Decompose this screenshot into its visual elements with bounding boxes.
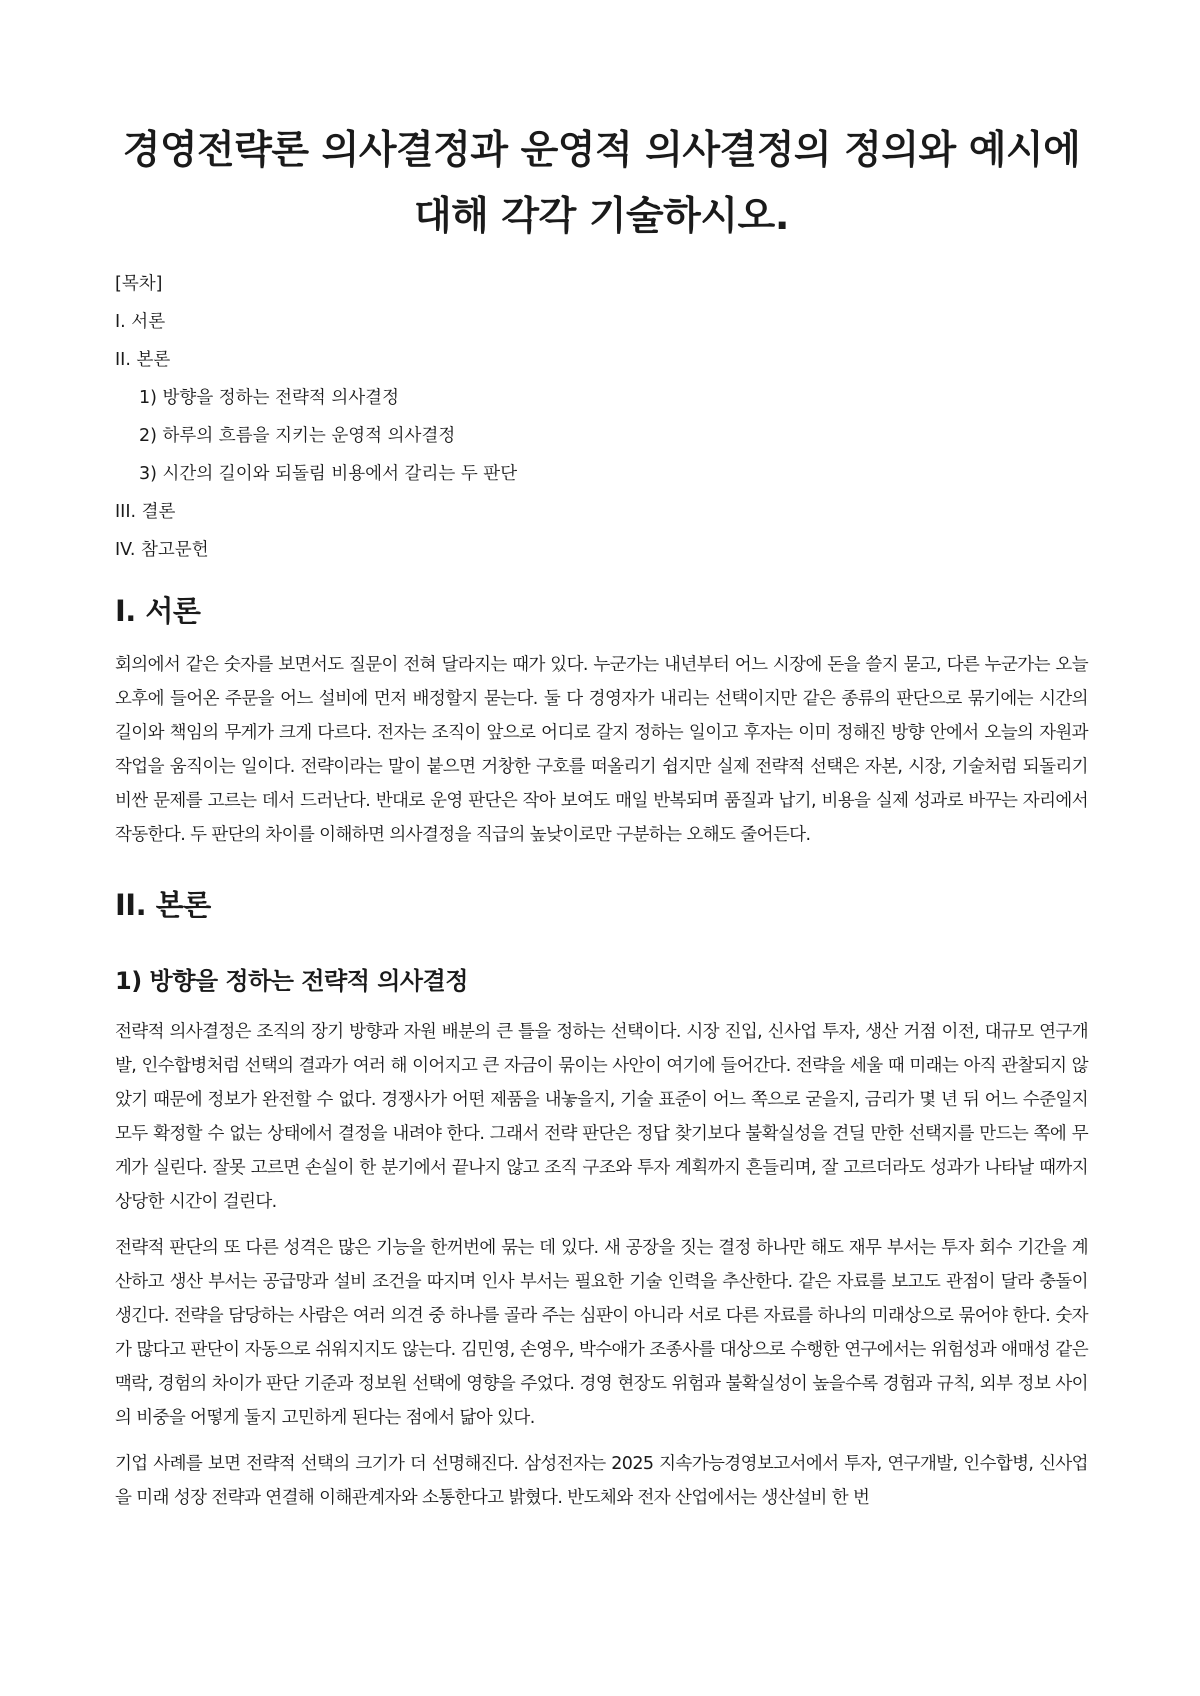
intro-heading: I. 서론	[115, 594, 201, 628]
toc-heading: [목차]	[115, 274, 163, 294]
body-paragraph: 전략적 판단의 또 다른 성격은 많은 기능을 한꺼번에 묶는 데 있다. 새 공장을 짓는 결정 하나만 해도 재무 부서는 투자 회수 기간을 계산하고 생산 부서는 공급망과 설비 조건을 따지며 인사 부서는 필요한 기술 인력을 추산한다. 같은 자료를 보고도 관점이 달라 충돌이 생긴다. 전략을 담당하는 사람은 여러 의견 중 하나를 골라 주는 심판이 아니라 서로 다른 자료를 하나의 미래상으로 묶어야 한다. 숫자가 많다고 판단이 자동으로 쉬워지지도 않는다. 김민영, 손영우, 박수애가 조종사를 대상으로 수행한 연구에서는 위험성과 애매성 같은 맥락, 경험의 차이가 판단 기준과 정보원 선택에 영향을 주었다. 경영 현장도 위험과 불확실성이 높을수록 경험과 규칙, 외부 정보 사이의 비중을 어떻게 둘지 고민하게 된다는 점에서 닮아 있다.	[115, 1238, 1088, 1428]
toc-item: III. 결론	[115, 502, 176, 522]
toc-item: 3) 시간의 길이와 되돌림 비용에서 갈리는 두 판단	[139, 464, 518, 484]
toc-item: 2) 하루의 흐름을 지키는 운영적 의사결정	[139, 426, 456, 446]
toc-item: IV. 참고문헌	[115, 540, 209, 560]
document-title: 경영전략론 의사결정과 운영적 의사결정의 정의와 예시에 대해 각각 기술하시오.	[122, 128, 1081, 239]
toc-item: I. 서론	[115, 312, 166, 332]
toc-item: II. 본론	[115, 350, 171, 370]
body-section	[115, 886, 1088, 1515]
body-heading: II. 본론	[115, 888, 211, 922]
table-of-contents	[115, 272, 1088, 562]
intro-section	[115, 592, 1088, 852]
intro-paragraph: 회의에서 같은 숫자를 보면서도 질문이 전혀 달라지는 때가 있다. 누군가는 내년부터 어느 시장에 돈을 쓸지 묻고, 다른 누군가는 오늘 오후에 들어온 주문을 어느 설비에 먼저 배정할지 묻는다. 둘 다 경영자가 내리는 선택이지만 같은 종류의 판단으로 묶기에는 시간의 길이와 책임의 무게가 크게 다르다. 전자는 조직이 앞으로 어디로 갈지 정하는 일이고 후자는 이미 정해진 방향 안에서 오늘의 자원과 작업을 움직이는 일이다. 전략이라는 말이 붙으면 거창한 구호를 떠올리기 쉽지만 실제 전략적 선택은 자본, 시장, 기술처럼 되돌리기 비싼 문제를 고르는 데서 드러난다. 반대로 운영 판단은 작아 보여도 매일 반복되며 품질과 납기, 비용을 실제 성과로 바꾸는 자리에서 작동한다. 두 판단의 차이를 이해하면 의사결정을 직급의 높낮이로만 구분하는 오해도 줄어든다.	[115, 655, 1088, 845]
toc-item: 1) 방향을 정하는 전략적 의사결정	[139, 388, 399, 408]
body-paragraph: 기업 사례를 보면 전략적 선택의 크기가 더 선명해진다. 삼성전자는 2025 지속가능경영보고서에서 투자, 연구개발, 인수합병, 신사업을 미래 성장 전략과 연결해 이해관계자와 소통한다고 밝혔다. 반도체와 전자 산업에서는 생산설비 한 번	[115, 1454, 1088, 1508]
subsection-heading: 1) 방향을 정하는 전략적 의사결정	[115, 967, 468, 995]
body-paragraph: 전략적 의사결정은 조직의 장기 방향과 자원 배분의 큰 틀을 정하는 선택이다. 시장 진입, 신사업 투자, 생산 거점 이전, 대규모 연구개발, 인수합병처럼 선택의 결과가 여러 해 이어지고 큰 자금이 묶이는 사안이 여기에 들어간다. 전략을 세울 때 미래는 아직 관찰되지 않았기 때문에 정보가 완전할 수 없다. 경쟁사가 어떤 제품을 내놓을지, 기술 표준이 어느 쪽으로 굳을지, 금리가 몇 년 뒤 어느 수준일지 모두 확정할 수 없는 상태에서 결정을 내려야 한다. 그래서 전략 판단은 정답 찾기보다 불확실성을 견딜 만한 선택지를 만드는 쪽에 무게가 실린다. 잘못 고르면 손실이 한 분기에서 끝나지 않고 조직 구조와 투자 계획까지 흔들리며, 잘 고르더라도 성과가 나타날 때까지 상당한 시간이 걸린다.	[115, 1022, 1088, 1212]
